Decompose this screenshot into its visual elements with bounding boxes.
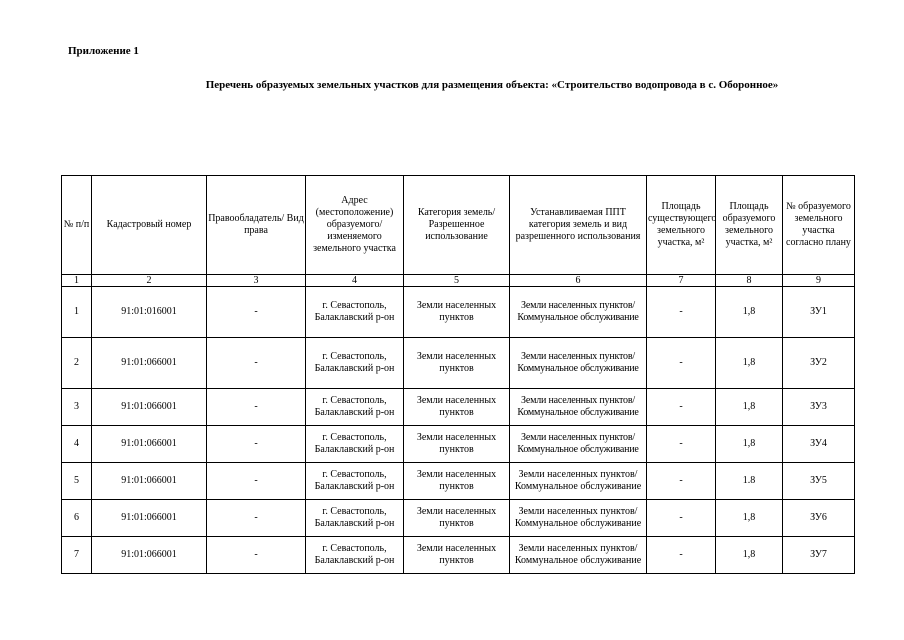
table-row xyxy=(62,500,855,537)
parcels-table xyxy=(61,175,855,574)
cadastral-number: 91:01:016001 xyxy=(92,287,207,338)
header-cell: Площадь существующего земельного участка, м² xyxy=(647,176,716,275)
ppt-category: Земли населенных пунктов/ Коммунальное обслуживание xyxy=(510,426,647,463)
header-cell: Адрес (местоположение) образуемого/ изменяемого земельного участка xyxy=(306,176,404,275)
plan-number: ЗУ3 xyxy=(783,389,855,426)
row-number: 4 xyxy=(62,426,92,463)
ppt-category: Земли населенных пунктов/ Коммунальное обслуживание xyxy=(510,389,647,426)
header-cell: № п/п xyxy=(62,176,92,275)
column-number: 5 xyxy=(404,275,510,287)
header-cell: Кадастровый номер xyxy=(92,176,207,275)
land-category: Земли населенных пунктов xyxy=(404,389,510,426)
column-number: 8 xyxy=(716,275,783,287)
header-cell: Категория земель/ Разрешенное использование xyxy=(404,176,510,275)
area-existing: - xyxy=(647,426,716,463)
document-title: Перечень образуемых земельных участков для размещения объекта: «Строительство водопровода в с. Оборонное» xyxy=(205,79,779,91)
land-category: Земли населенных пунктов xyxy=(404,426,510,463)
land-category: Земли населенных пунктов xyxy=(404,287,510,338)
plan-number: ЗУ1 xyxy=(783,287,855,338)
plan-number: ЗУ7 xyxy=(783,537,855,574)
table-row xyxy=(62,463,855,500)
row-number: 7 xyxy=(62,537,92,574)
area-existing: - xyxy=(647,389,716,426)
rights-holder: - xyxy=(207,426,306,463)
plan-number: ЗУ6 xyxy=(783,500,855,537)
column-number: 7 xyxy=(647,275,716,287)
area-new: 1,8 xyxy=(716,537,783,574)
area-existing: - xyxy=(647,338,716,389)
appendix-label: Приложение 1 xyxy=(68,45,139,57)
row-number: 1 xyxy=(62,287,92,338)
area-existing: - xyxy=(647,463,716,500)
rights-holder: - xyxy=(207,389,306,426)
table-row xyxy=(62,287,855,338)
column-number: 2 xyxy=(92,275,207,287)
ppt-category: Земли населенных пунктов/ Коммунальное обслуживание xyxy=(510,338,647,389)
ppt-category: Земли населенных пунктов/ Коммунальное обслуживание xyxy=(510,500,647,537)
cadastral-number: 91:01:066001 xyxy=(92,537,207,574)
address: г. Севастополь, Балаклавский р-он xyxy=(306,426,404,463)
address: г. Севастополь, Балаклавский р-он xyxy=(306,389,404,426)
column-number-row xyxy=(62,275,855,287)
area-new: 1.8 xyxy=(716,463,783,500)
table-row xyxy=(62,426,855,463)
plan-number: ЗУ5 xyxy=(783,463,855,500)
area-new: 1,8 xyxy=(716,287,783,338)
header-cell: Площадь образуемого земельного участка, м² xyxy=(716,176,783,275)
ppt-category: Земли населенных пунктов/ Коммунальное обслуживание xyxy=(510,463,647,500)
area-new: 1,8 xyxy=(716,338,783,389)
cadastral-number: 91:01:066001 xyxy=(92,463,207,500)
address: г. Севастополь, Балаклавский р-он xyxy=(306,463,404,500)
address: г. Севастополь, Балаклавский р-он xyxy=(306,500,404,537)
area-existing: - xyxy=(647,537,716,574)
ppt-category: Земли населенных пунктов/ Коммунальное обслуживание xyxy=(510,287,647,338)
column-number: 4 xyxy=(306,275,404,287)
rights-holder: - xyxy=(207,338,306,389)
rights-holder: - xyxy=(207,463,306,500)
address: г. Севастополь, Балаклавский р-он xyxy=(306,338,404,389)
rights-holder: - xyxy=(207,287,306,338)
land-category: Земли населенных пунктов xyxy=(404,500,510,537)
row-number: 6 xyxy=(62,500,92,537)
column-number: 9 xyxy=(783,275,855,287)
address: г. Севастополь, Балаклавский р-он xyxy=(306,287,404,338)
area-existing: - xyxy=(647,287,716,338)
area-new: 1,8 xyxy=(716,389,783,426)
plan-number: ЗУ2 xyxy=(783,338,855,389)
cadastral-number: 91:01:066001 xyxy=(92,426,207,463)
land-category: Земли населенных пунктов xyxy=(404,463,510,500)
ppt-category: Земли населенных пунктов/ Коммунальное обслуживание xyxy=(510,537,647,574)
area-new: 1,8 xyxy=(716,500,783,537)
area-existing: - xyxy=(647,500,716,537)
land-category: Земли населенных пунктов xyxy=(404,338,510,389)
row-number: 3 xyxy=(62,389,92,426)
rights-holder: - xyxy=(207,537,306,574)
row-number: 5 xyxy=(62,463,92,500)
column-number: 6 xyxy=(510,275,647,287)
header-cell: № образуемого земельного участка согласно плану xyxy=(783,176,855,275)
header-row xyxy=(62,176,855,275)
table-row xyxy=(62,537,855,574)
table-row xyxy=(62,338,855,389)
area-new: 1,8 xyxy=(716,426,783,463)
column-number: 1 xyxy=(62,275,92,287)
row-number: 2 xyxy=(62,338,92,389)
cadastral-number: 91:01:066001 xyxy=(92,500,207,537)
table-row xyxy=(62,389,855,426)
cadastral-number: 91:01:066001 xyxy=(92,338,207,389)
cadastral-number: 91:01:066001 xyxy=(92,389,207,426)
plan-number: ЗУ4 xyxy=(783,426,855,463)
land-category: Земли населенных пунктов xyxy=(404,537,510,574)
address: г. Севастополь, Балаклавский р-он xyxy=(306,537,404,574)
header-cell: Устанавливаемая ППТ категория земель и вид разрешенного использования xyxy=(510,176,647,275)
rights-holder: - xyxy=(207,500,306,537)
column-number: 3 xyxy=(207,275,306,287)
header-cell: Правообладатель/ Вид права xyxy=(207,176,306,275)
